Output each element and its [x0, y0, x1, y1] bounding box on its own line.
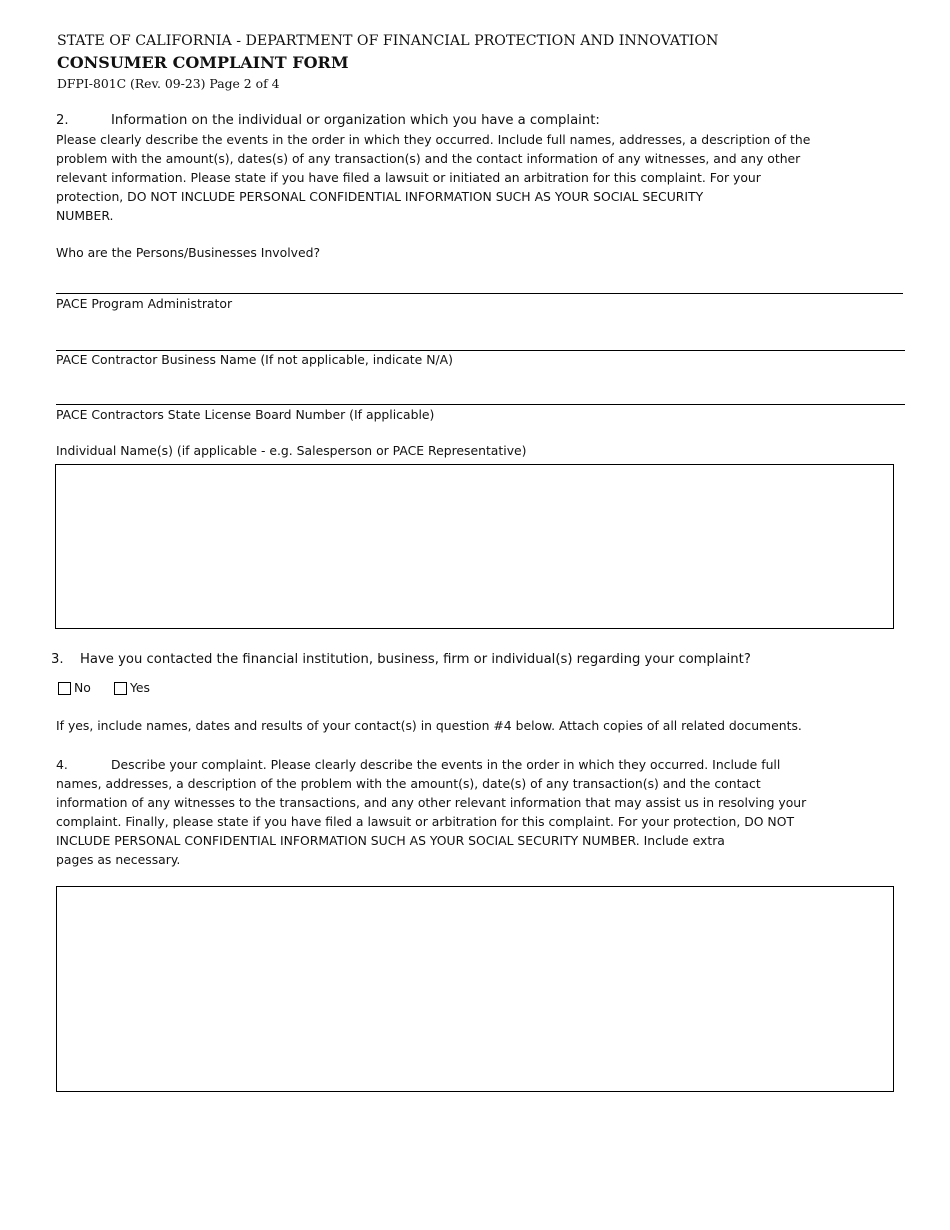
program-administrator-label: PACE Program Administrator [56, 296, 233, 311]
q4-line: INCLUDE PERSONAL CONFIDENTIAL INFORMATION SUCH AS YOUR SOCIAL SECURITY NUMBER. Include extra [56, 833, 725, 848]
form-id: DFPI-801C (Rev. 09-23) Page 2 of 4 [57, 76, 280, 91]
complaint-description-textbox[interactable] [56, 886, 894, 1092]
who-involved-prompt: Who are the Persons/Businesses Involved? [56, 245, 321, 260]
q4-line: names, addresses, a description of the problem with the amount(s), date(s) of any transaction(s) and the contact [56, 776, 761, 791]
individual-names-label: Individual Name(s) (if applicable - e.g. Salesperson or PACE Representative) [56, 443, 527, 458]
contractor-business-name-line[interactable] [56, 350, 905, 351]
q2-title: Information on the individual or organization which you have a complaint: [111, 113, 600, 128]
q3-heading [51, 651, 751, 669]
q2-instructions-line: protection, DO NOT INCLUDE PERSONAL CONFIDENTIAL INFORMATION SUCH AS YOUR SOCIAL SECURITY [56, 189, 704, 204]
q3-note: If yes, include names, dates and results of your contact(s) in question #4 below. Attach copies of all related documents. [56, 718, 802, 733]
program-administrator-line[interactable] [56, 293, 903, 294]
q2-instructions [56, 130, 810, 225]
yes-label: Yes [130, 680, 151, 695]
no-label: No [74, 680, 91, 695]
q3-number: 3. [51, 652, 64, 667]
q4-line-text: Describe your complaint. Please clearly describe the events in the order in which they occurred. Include full [111, 757, 781, 772]
q2-instructions-line: Please clearly describe the events in the order in which they occurred. Include full names, addresses, a description of the [56, 132, 811, 147]
q2-instructions-line: relevant information. Please state if you have filed a lawsuit or initiated an arbitration for this complaint. For your [56, 170, 761, 185]
q4-line [56, 755, 806, 774]
q2-instructions-line: NUMBER. [56, 208, 114, 223]
license-number-label: PACE Contractors State License Board Number (If applicable) [56, 407, 435, 422]
q2-number: 2. [56, 113, 69, 128]
form-title: CONSUMER COMPLAINT FORM [57, 53, 349, 72]
q4-number: 4. [56, 757, 68, 772]
q4-line: information of any witnesses to the transactions, and any other relevant information that may assist us in resolving your [56, 795, 807, 810]
contractor-business-name-label: PACE Contractor Business Name (If not applicable, indicate N/A) [56, 352, 453, 367]
q4-description [56, 755, 806, 869]
yes-checkbox[interactable] [114, 682, 127, 695]
license-number-line[interactable] [56, 404, 905, 405]
individual-names-textbox[interactable] [55, 464, 894, 629]
no-checkbox[interactable] [58, 682, 71, 695]
q4-line: complaint. Finally, please state if you have filed a lawsuit or arbitration for this complaint. For your protection, DO NOT [56, 814, 795, 829]
q2-instructions-line: problem with the amount(s), dates(s) of any transaction(s) and the contact information of any witnesses, and any other [56, 151, 801, 166]
q4-line: pages as necessary. [56, 852, 181, 867]
agency-header: STATE OF CALIFORNIA - DEPARTMENT OF FINANCIAL PROTECTION AND INNOVATION [57, 33, 719, 49]
q3-question: Have you contacted the financial institution, business, firm or individual(s) regarding your complaint? [80, 652, 751, 667]
q2-heading [56, 112, 600, 130]
